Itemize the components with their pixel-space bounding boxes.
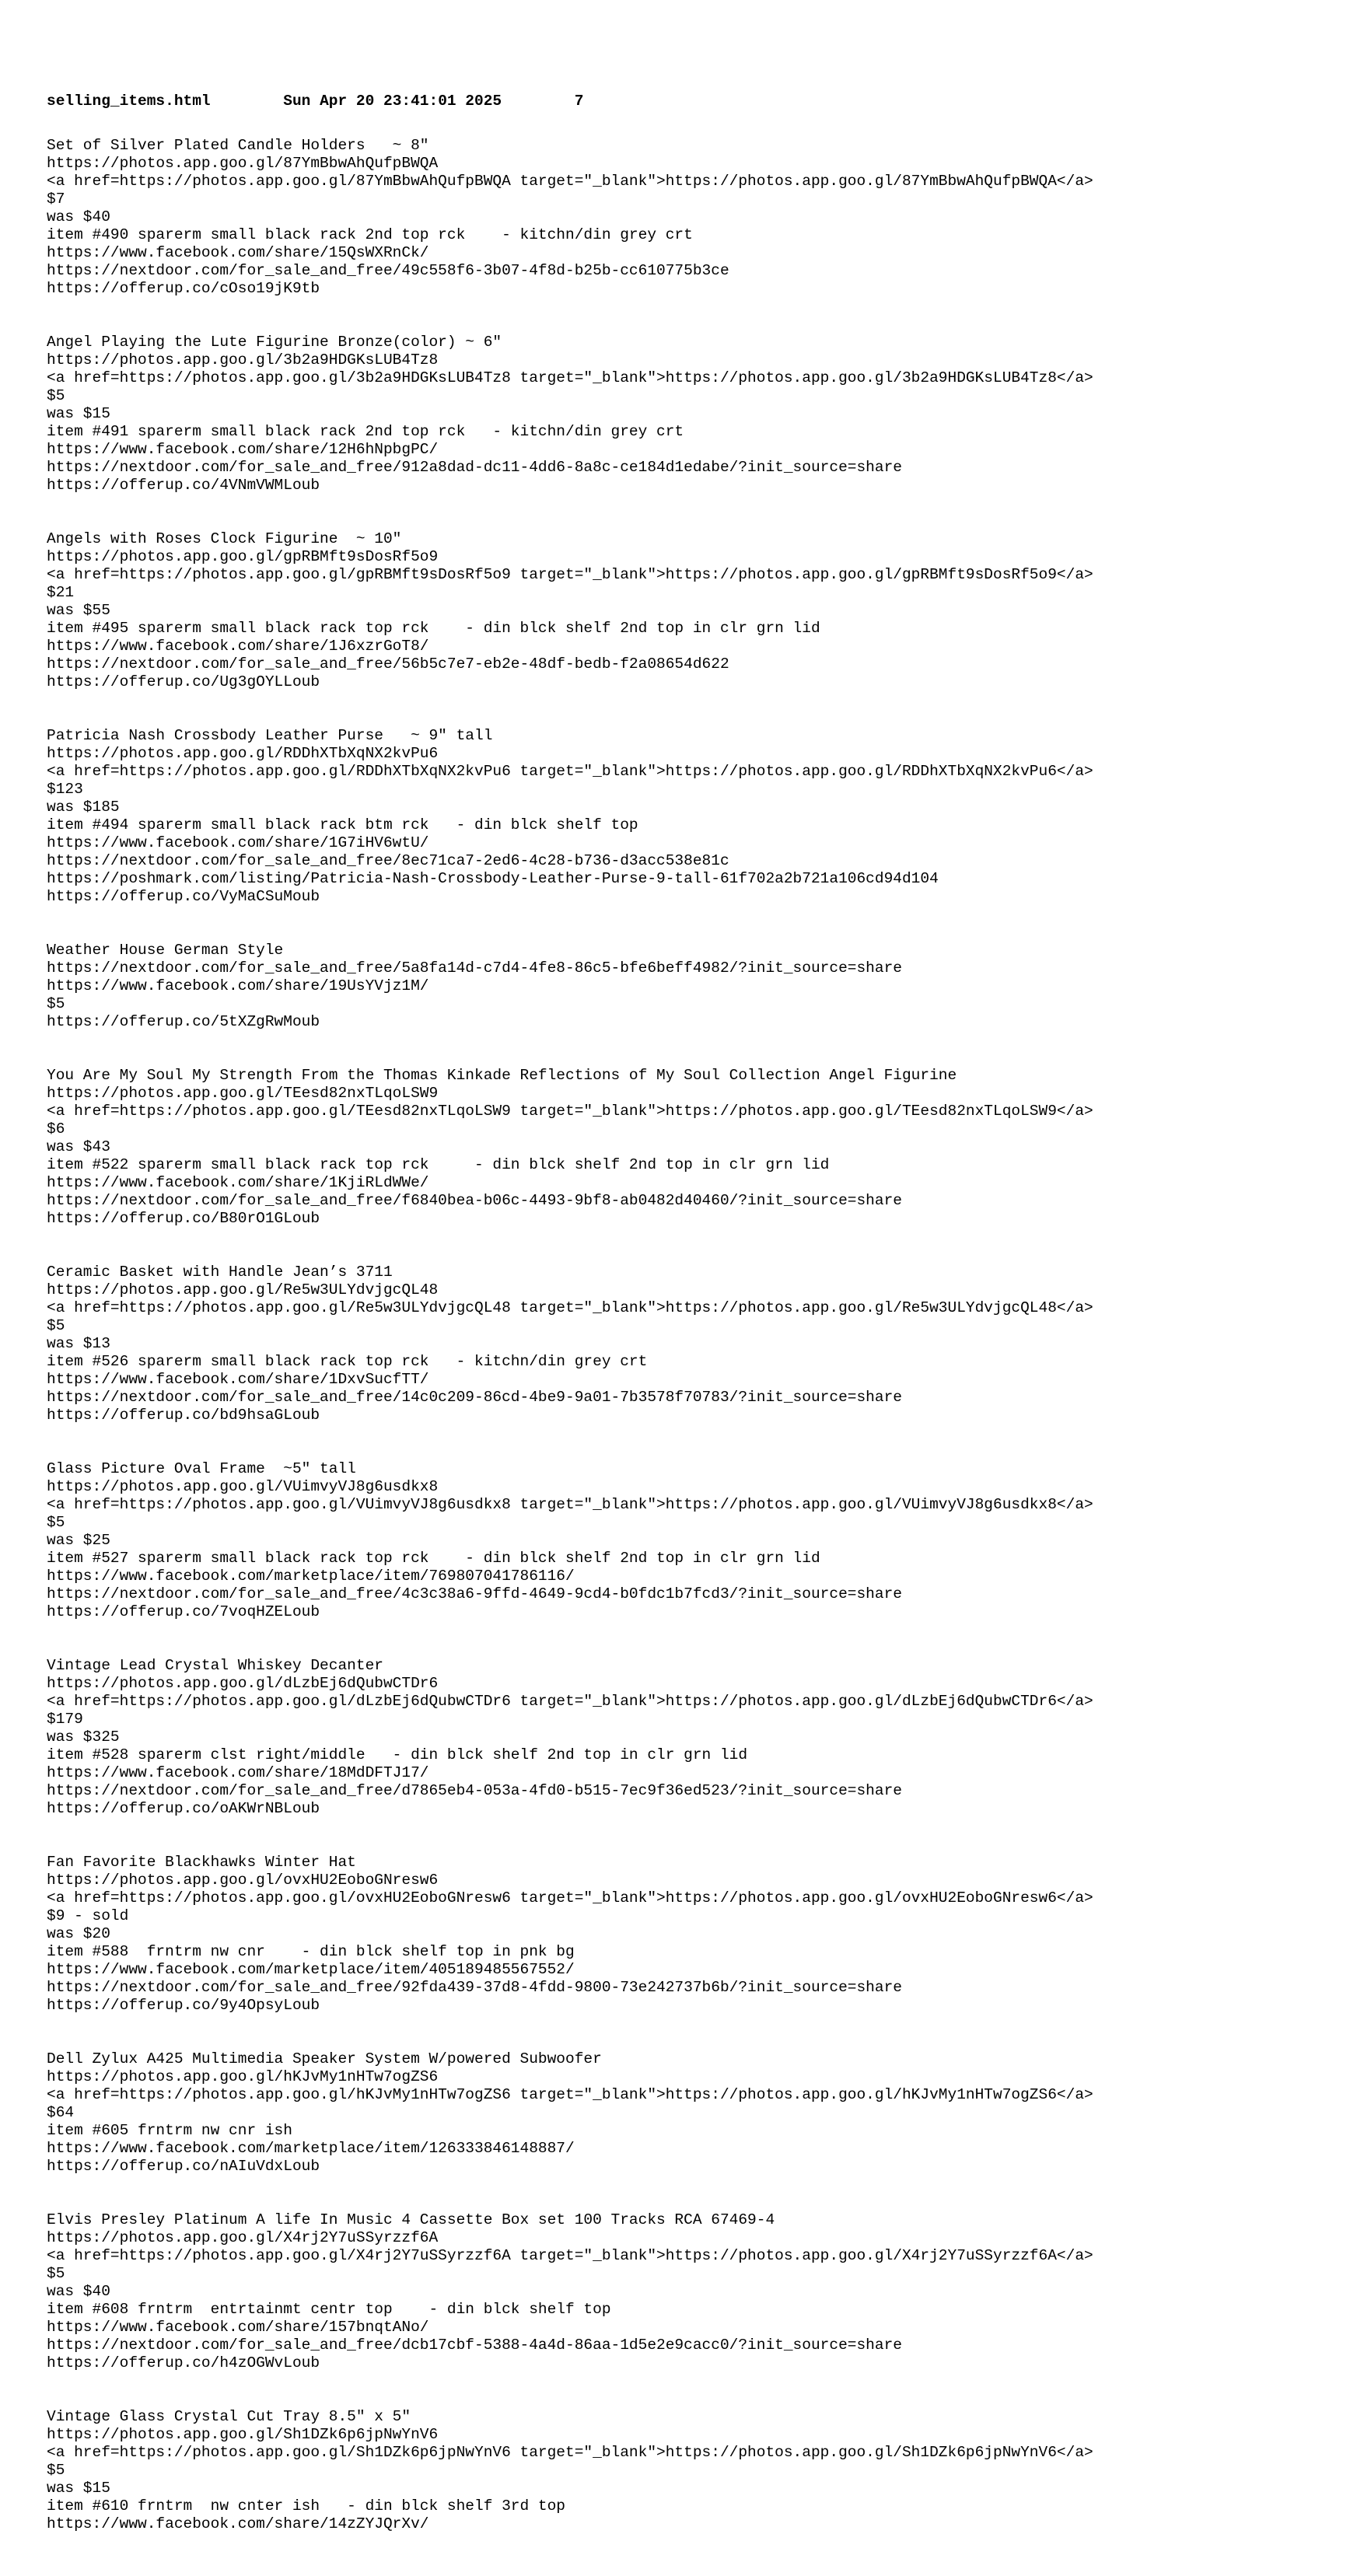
print-header xyxy=(47,93,1338,110)
listing-line: was $55 xyxy=(47,602,110,619)
listing-line: $5 xyxy=(47,995,65,1012)
listing-line: https://www.facebook.com/marketplace/item/126333846148887/ xyxy=(47,2140,575,2157)
listing-line: https://www.facebook.com/marketplace/item/405189485567552/ xyxy=(47,1961,575,1978)
listing-line: https://nextdoor.com/for_sale_and_free/5a8fa14d-c7d4-4fe8-86c5-bfe6beff4982/?init_source=share xyxy=(47,959,902,977)
listing-title: Fan Favorite Blackhawks Winter Hat xyxy=(47,1854,356,1871)
listing-line: <a href=https://photos.app.goo.gl/gpRBMft9sDosRf5o9 target="_blank">https://photos.app.goo.gl/gpRBMft9sDosRf5o9</a> xyxy=(47,566,1093,583)
listing-line: $5 xyxy=(47,2462,65,2479)
listing-line: $5 xyxy=(47,1514,65,1531)
listing-line: https://www.facebook.com/share/14zZYJQrXv/ xyxy=(47,2515,429,2532)
listing-line: https://www.facebook.com/share/157bnqtANo/ xyxy=(47,2319,429,2336)
listing-line: was $40 xyxy=(47,208,110,225)
listing-line: was $185 xyxy=(47,799,120,816)
printed-page xyxy=(47,93,1338,2569)
listing-line: <a href=https://photos.app.goo.gl/3b2a9HDGKsLUB4Tz8 target="_blank">https://photos.app.goo.gl/3b2a9HDGKsLUB4Tz8</a> xyxy=(47,369,1093,386)
listing-entry xyxy=(47,1264,1338,1424)
listing-title: Weather House German Style xyxy=(47,942,284,959)
listing-entries xyxy=(47,137,1338,2533)
listing-line: https://offerup.co/h4zOGWvLoub xyxy=(47,2354,320,2372)
listing-line: https://www.facebook.com/share/1DxvSucfTT/ xyxy=(47,1371,429,1388)
listing-line: $9 - sold xyxy=(47,1907,129,1924)
listing-line: https://www.facebook.com/share/1J6xzrGoT8/ xyxy=(47,638,429,655)
listing-line: https://photos.app.goo.gl/gpRBMft9sDosRf5o9 xyxy=(47,548,439,565)
listing-line: https://offerup.co/bd9hsaGLoub xyxy=(47,1407,320,1424)
listing-line: item #491 sparerm small black rack 2nd top rck - kitchn/din grey crt xyxy=(47,423,684,440)
listing-line: https://nextdoor.com/for_sale_and_free/dcb17cbf-5388-4a4d-86aa-1d5e2e9cacc0/?init_source=share xyxy=(47,2337,902,2354)
listing-line: item #526 sparerm small black rack top rck - kitchn/din grey crt xyxy=(47,1353,648,1370)
listing-entry xyxy=(47,2050,1338,2176)
listing-line: $21 xyxy=(47,584,75,601)
listing-line: <a href=https://photos.app.goo.gl/VUimvyVJ8g6usdkx8 target="_blank">https://photos.app.goo.gl/VUimvyVJ8g6usdkx8</a> xyxy=(47,1496,1093,1513)
listing-entry xyxy=(47,137,1338,298)
listing-line: was $325 xyxy=(47,1728,120,1746)
listing-line: item #494 sparerm small black rack btm rck - din blck shelf top xyxy=(47,816,638,834)
listing-line: https://photos.app.goo.gl/X4rj2Y7uSSyrzzf6A xyxy=(47,2229,439,2246)
listing-line: $6 xyxy=(47,1120,65,1138)
listing-line: item #588 frntrm nw cnr - din blck shelf top in pnk bg xyxy=(47,1943,575,1960)
listing-line: item #528 sparerm clst right/middle - din blck shelf 2nd top in clr grn lid xyxy=(47,1746,748,1763)
listing-entry xyxy=(47,1067,1338,1228)
listing-line: $64 xyxy=(47,2104,75,2121)
listing-line: https://photos.app.goo.gl/Re5w3ULYdvjgcQL48 xyxy=(47,1281,439,1298)
listing-line: https://offerup.co/4VNmVWMLoub xyxy=(47,477,320,494)
listing-line: was $13 xyxy=(47,1335,110,1352)
listing-line: https://offerup.co/B80rO1GLoub xyxy=(47,1210,320,1227)
listing-line: <a href=https://photos.app.goo.gl/X4rj2Y7uSSyrzzf6A target="_blank">https://photos.app.goo.gl/X4rj2Y7uSSyrzzf6A</a> xyxy=(47,2247,1093,2264)
listing-line: <a href=https://photos.app.goo.gl/TEesd82nxTLqoLSW9 target="_blank">https://photos.app.goo.gl/TEesd82nxTLqoLSW9</a> xyxy=(47,1103,1093,1120)
listing-line: https://offerup.co/oAKWrNBLoub xyxy=(47,1800,320,1817)
listing-line: https://photos.app.goo.gl/87YmBbwAhQufpBWQA xyxy=(47,155,439,172)
listing-line: item #527 sparerm small black rack top rck - din blck shelf 2nd top in clr grn lid xyxy=(47,1550,820,1567)
listing-line: $123 xyxy=(47,781,83,798)
listing-entry xyxy=(47,1460,1338,1621)
listing-entry xyxy=(47,1854,1338,2015)
listing-title: Angel Playing the Lute Figurine Bronze(color) ~ 6" xyxy=(47,334,502,351)
listing-title: You Are My Soul My Strength From the Thomas Kinkade Reflections of My Soul Collection Angel Figurine xyxy=(47,1067,957,1084)
listing-entry xyxy=(47,2211,1338,2372)
listing-line: https://nextdoor.com/for_sale_and_free/56b5c7e7-eb2e-48df-bedb-f2a08654d622 xyxy=(47,655,729,673)
header-filename: selling_items.html xyxy=(47,93,211,110)
listing-line: https://offerup.co/7voqHZELoub xyxy=(47,1603,320,1620)
listing-line: item #608 frntrm entrtainmt centr top - din blck shelf top xyxy=(47,2301,611,2318)
listing-line: was $43 xyxy=(47,1138,110,1155)
listing-title: Patricia Nash Crossbody Leather Purse ~ 9" tall xyxy=(47,727,493,744)
listing-line: $5 xyxy=(47,387,65,404)
listing-line: https://photos.app.goo.gl/TEesd82nxTLqoLSW9 xyxy=(47,1085,439,1102)
listing-line: item #605 frntrm nw cnr ish xyxy=(47,2122,292,2139)
listing-line: https://photos.app.goo.gl/VUimvyVJ8g6usdkx8 xyxy=(47,1478,439,1495)
header-date: Sun Apr 20 23:41:01 2025 xyxy=(283,93,502,110)
listing-title: Set of Silver Plated Candle Holders ~ 8" xyxy=(47,137,429,154)
listing-line: https://nextdoor.com/for_sale_and_free/49c558f6-3b07-4f8d-b25b-cc610775b3ce xyxy=(47,262,729,279)
listing-line: https://photos.app.goo.gl/dLzbEj6dQubwCTDr6 xyxy=(47,1675,439,1692)
listing-title: Glass Picture Oval Frame ~5" tall xyxy=(47,1460,356,1477)
listing-line: was $15 xyxy=(47,405,110,422)
listing-line: https://www.facebook.com/share/19UsYVjz1M/ xyxy=(47,977,429,994)
listing-line: https://offerup.co/Ug3gOYLLoub xyxy=(47,673,320,690)
listing-line: https://offerup.co/VyMaCSuMoub xyxy=(47,888,320,905)
listing-line: item #522 sparerm small black rack top rck - din blck shelf 2nd top in clr grn lid xyxy=(47,1156,830,1173)
listing-title: Angels with Roses Clock Figurine ~ 10" xyxy=(47,530,402,547)
listing-line: item #610 frntrm nw cnter ish - din blck shelf 3rd top xyxy=(47,2497,566,2515)
listing-line: https://www.facebook.com/share/12H6hNpbgPC/ xyxy=(47,441,439,458)
listing-line: https://www.facebook.com/share/18MdDFTJ17/ xyxy=(47,1764,429,1781)
listing-line: $7 xyxy=(47,190,65,208)
listing-line: https://photos.app.goo.gl/RDDhXTbXqNX2kvPu6 xyxy=(47,745,439,762)
listing-entry xyxy=(47,530,1338,691)
listing-title: Vintage Lead Crystal Whiskey Decanter xyxy=(47,1657,383,1674)
listing-line: https://nextdoor.com/for_sale_and_free/8ec71ca7-2ed6-4c28-b736-d3acc538e81c xyxy=(47,852,729,869)
listing-line: item #495 sparerm small black rack top rck - din blck shelf 2nd top in clr grn lid xyxy=(47,620,820,637)
listing-line: https://nextdoor.com/for_sale_and_free/912a8dad-dc11-4dd6-8a8c-ce184d1edabe/?init_source=share xyxy=(47,459,902,476)
listing-line: https://www.facebook.com/share/15QsWXRnCk/ xyxy=(47,244,429,261)
listing-line: https://www.facebook.com/share/1KjiRLdWWe/ xyxy=(47,1174,429,1191)
listing-line: https://poshmark.com/listing/Patricia-Nash-Crossbody-Leather-Purse-9-tall-61f702a2b721a106cd94d104 xyxy=(47,870,939,887)
listing-line: <a href=https://photos.app.goo.gl/RDDhXTbXqNX2kvPu6 target="_blank">https://photos.app.goo.gl/RDDhXTbXqNX2kvPu6</a> xyxy=(47,763,1093,780)
listing-line: was $20 xyxy=(47,1925,110,1942)
listing-line: https://photos.app.goo.gl/hKJvMy1nHTw7ogZS6 xyxy=(47,2068,439,2085)
listing-line: https://offerup.co/nAIuVdxLoub xyxy=(47,2158,320,2175)
listing-line: <a href=https://photos.app.goo.gl/dLzbEj6dQubwCTDr6 target="_blank">https://photos.app.goo.gl/dLzbEj6dQubwCTDr6</a> xyxy=(47,1693,1093,1710)
listing-line: https://nextdoor.com/for_sale_and_free/92fda439-37d8-4fdd-9800-73e242737b6b/?init_source=share xyxy=(47,1979,902,1996)
listing-line: https://nextdoor.com/for_sale_and_free/14c0c209-86cd-4be9-9a01-7b3578f70783/?init_source=share xyxy=(47,1389,902,1406)
listing-entry xyxy=(47,727,1338,906)
header-page-number: 7 xyxy=(574,93,584,110)
listing-line: https://photos.app.goo.gl/3b2a9HDGKsLUB4Tz8 xyxy=(47,351,439,369)
listing-line: <a href=https://photos.app.goo.gl/hKJvMy1nHTw7ogZS6 target="_blank">https://photos.app.goo.gl/hKJvMy1nHTw7ogZS6</a> xyxy=(47,2086,1093,2103)
listing-line: https://nextdoor.com/for_sale_and_free/f6840bea-b06c-4493-9bf8-ab0482d40460/?init_source=share xyxy=(47,1192,902,1209)
listing-line: https://nextdoor.com/for_sale_and_free/4c3c38a6-9ffd-4649-9cd4-b0fdc1b7fcd3/?init_source=share xyxy=(47,1585,902,1603)
listing-line: item #490 sparerm small black rack 2nd top rck - kitchn/din grey crt xyxy=(47,226,693,243)
listing-entry xyxy=(47,1657,1338,1818)
listing-title: Dell Zylux A425 Multimedia Speaker System W/powered Subwoofer xyxy=(47,2050,602,2067)
listing-line: was $15 xyxy=(47,2480,110,2497)
listing-line: https://photos.app.goo.gl/ovxHU2EoboGNresw6 xyxy=(47,1872,439,1889)
listing-title: Elvis Presley Platinum A life In Music 4 Cassette Box set 100 Tracks RCA 67469-4 xyxy=(47,2211,775,2228)
listing-line: <a href=https://photos.app.goo.gl/Sh1DZk6p6jpNwYnV6 target="_blank">https://photos.app.goo.gl/Sh1DZk6p6jpNwYnV6</a> xyxy=(47,2444,1093,2461)
listing-title: Vintage Glass Crystal Cut Tray 8.5" x 5" xyxy=(47,2408,411,2425)
listing-line: $179 xyxy=(47,1711,83,1728)
listing-line: $5 xyxy=(47,1317,65,1334)
listing-title: Ceramic Basket with Handle Jean’s 3711 xyxy=(47,1264,393,1281)
listing-entry xyxy=(47,942,1338,1031)
listing-line: <a href=https://photos.app.goo.gl/Re5w3ULYdvjgcQL48 target="_blank">https://photos.app.goo.gl/Re5w3ULYdvjgcQL48</a> xyxy=(47,1299,1093,1316)
listing-line: https://offerup.co/cOso19jK9tb xyxy=(47,280,320,297)
listing-line: <a href=https://photos.app.goo.gl/87YmBbwAhQufpBWQA target="_blank">https://photos.app.goo.gl/87YmBbwAhQufpBWQA</a> xyxy=(47,173,1093,190)
listing-line: was $25 xyxy=(47,1532,110,1549)
listing-line: https://offerup.co/9y4OpsyLoub xyxy=(47,1997,320,2014)
listing-line: https://nextdoor.com/for_sale_and_free/d7865eb4-053a-4fd0-b515-7ec9f36ed523/?init_source=share xyxy=(47,1782,902,1799)
listing-line: https://www.facebook.com/marketplace/item/769807041786116/ xyxy=(47,1568,575,1585)
listing-line: https://photos.app.goo.gl/Sh1DZk6p6jpNwYnV6 xyxy=(47,2426,439,2443)
listing-line: $5 xyxy=(47,2265,65,2282)
listing-line: https://www.facebook.com/share/1G7iHV6wtU/ xyxy=(47,834,429,851)
listing-line: <a href=https://photos.app.goo.gl/ovxHU2EoboGNresw6 target="_blank">https://photos.app.goo.gl/ovxHU2EoboGNresw6</a> xyxy=(47,1889,1093,1907)
listing-entry xyxy=(47,2408,1338,2533)
listing-entry xyxy=(47,334,1338,495)
listing-line: https://offerup.co/5tXZgRwMoub xyxy=(47,1013,320,1030)
listing-line: was $40 xyxy=(47,2283,110,2300)
